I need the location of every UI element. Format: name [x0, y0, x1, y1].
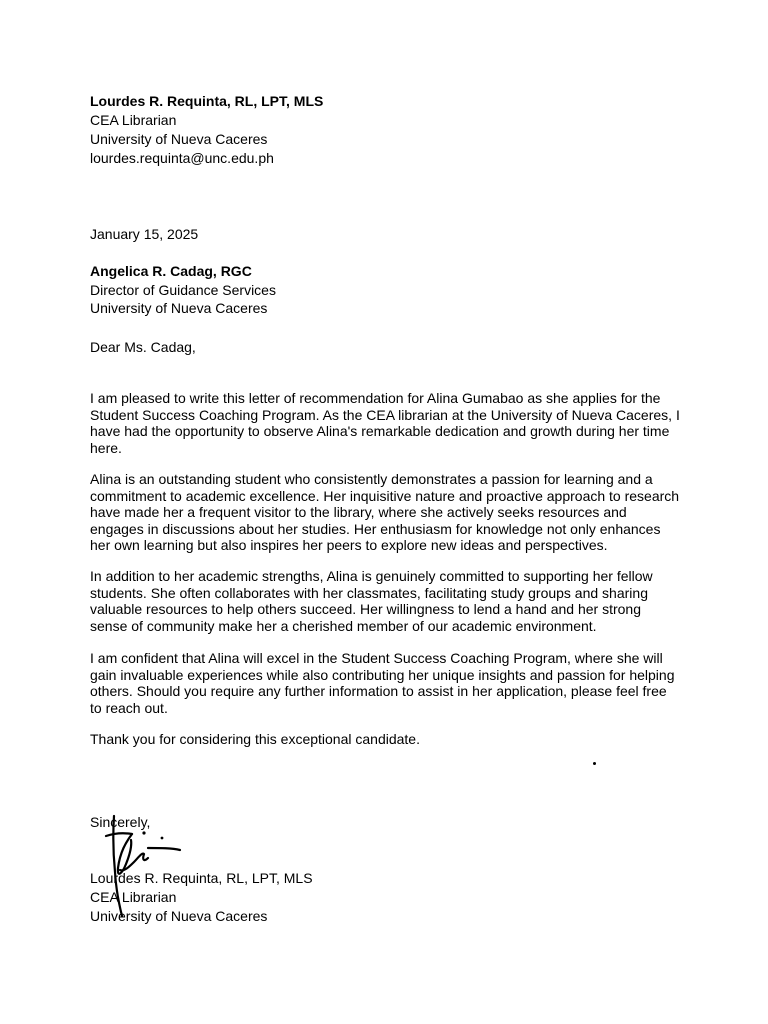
body-paragraph-1: I am pleased to write this letter of recommendation for Alina Gumabao as she applies for the Student Success Coaching Program. As the CEA librarian at the University of Nueva Caceres, I have had the opportunity to observe Alina's remarkable dedication and growth during her time here.: [90, 390, 680, 456]
signature-name: Lourdes R. Requinta, RL, LPT, MLS: [90, 870, 313, 886]
handwritten-signature-icon: [104, 812, 188, 922]
sender-name: Lourdes R. Requinta, RL, LPT, MLS: [90, 93, 324, 109]
sender-email: lourdes.requinta@unc.edu.ph: [90, 150, 274, 166]
salutation: Dear Ms. Cadag,: [90, 339, 196, 355]
recipient-title: Director of Guidance Services: [90, 282, 276, 298]
letter-date: January 15, 2025: [90, 226, 199, 242]
stray-dot: [593, 762, 596, 765]
body-paragraph-3: In addition to her academic strengths, Alina is genuinely committed to supporting her fellow students. She often collaborates with her classmates, facilitating study groups and sharing valuable resources to help others succeed. Her willingness to lend a hand and her strong sense of community make her a cherished member of our academic environment.: [90, 568, 653, 634]
signature-title: CEA Librarian: [90, 889, 177, 905]
signature-institution: University of Nueva Caceres: [90, 908, 268, 924]
sender-institution: University of Nueva Caceres: [90, 131, 268, 147]
closing: Sincerely,: [90, 814, 151, 830]
sender-title: CEA Librarian: [90, 112, 177, 128]
body-paragraph-4: I am confident that Alina will excel in the Student Success Coaching Program, where she will gain invaluable experiences while also contributing her unique insights and passion for helping others. Should you require any further information to assist in her application, please feel free to reach out.: [90, 650, 675, 716]
recipient-institution: University of Nueva Caceres: [90, 300, 268, 316]
body-paragraph-2: Alina is an outstanding student who consistently demonstrates a passion for learning and a commitment to academic excellence. Her inquisitive nature and proactive approach to research have made her a frequent visitor to the library, where she actively seeks resources and engages in discussions about her studies. Her enthusiasm for knowledge not only enhances her own learning but also inspires her peers to explore new ideas and perspectives.: [90, 471, 680, 554]
body-paragraph-5: Thank you for considering this exceptional candidate.: [90, 731, 420, 747]
recipient-name: Angelica R. Cadag, RGC: [90, 263, 252, 279]
